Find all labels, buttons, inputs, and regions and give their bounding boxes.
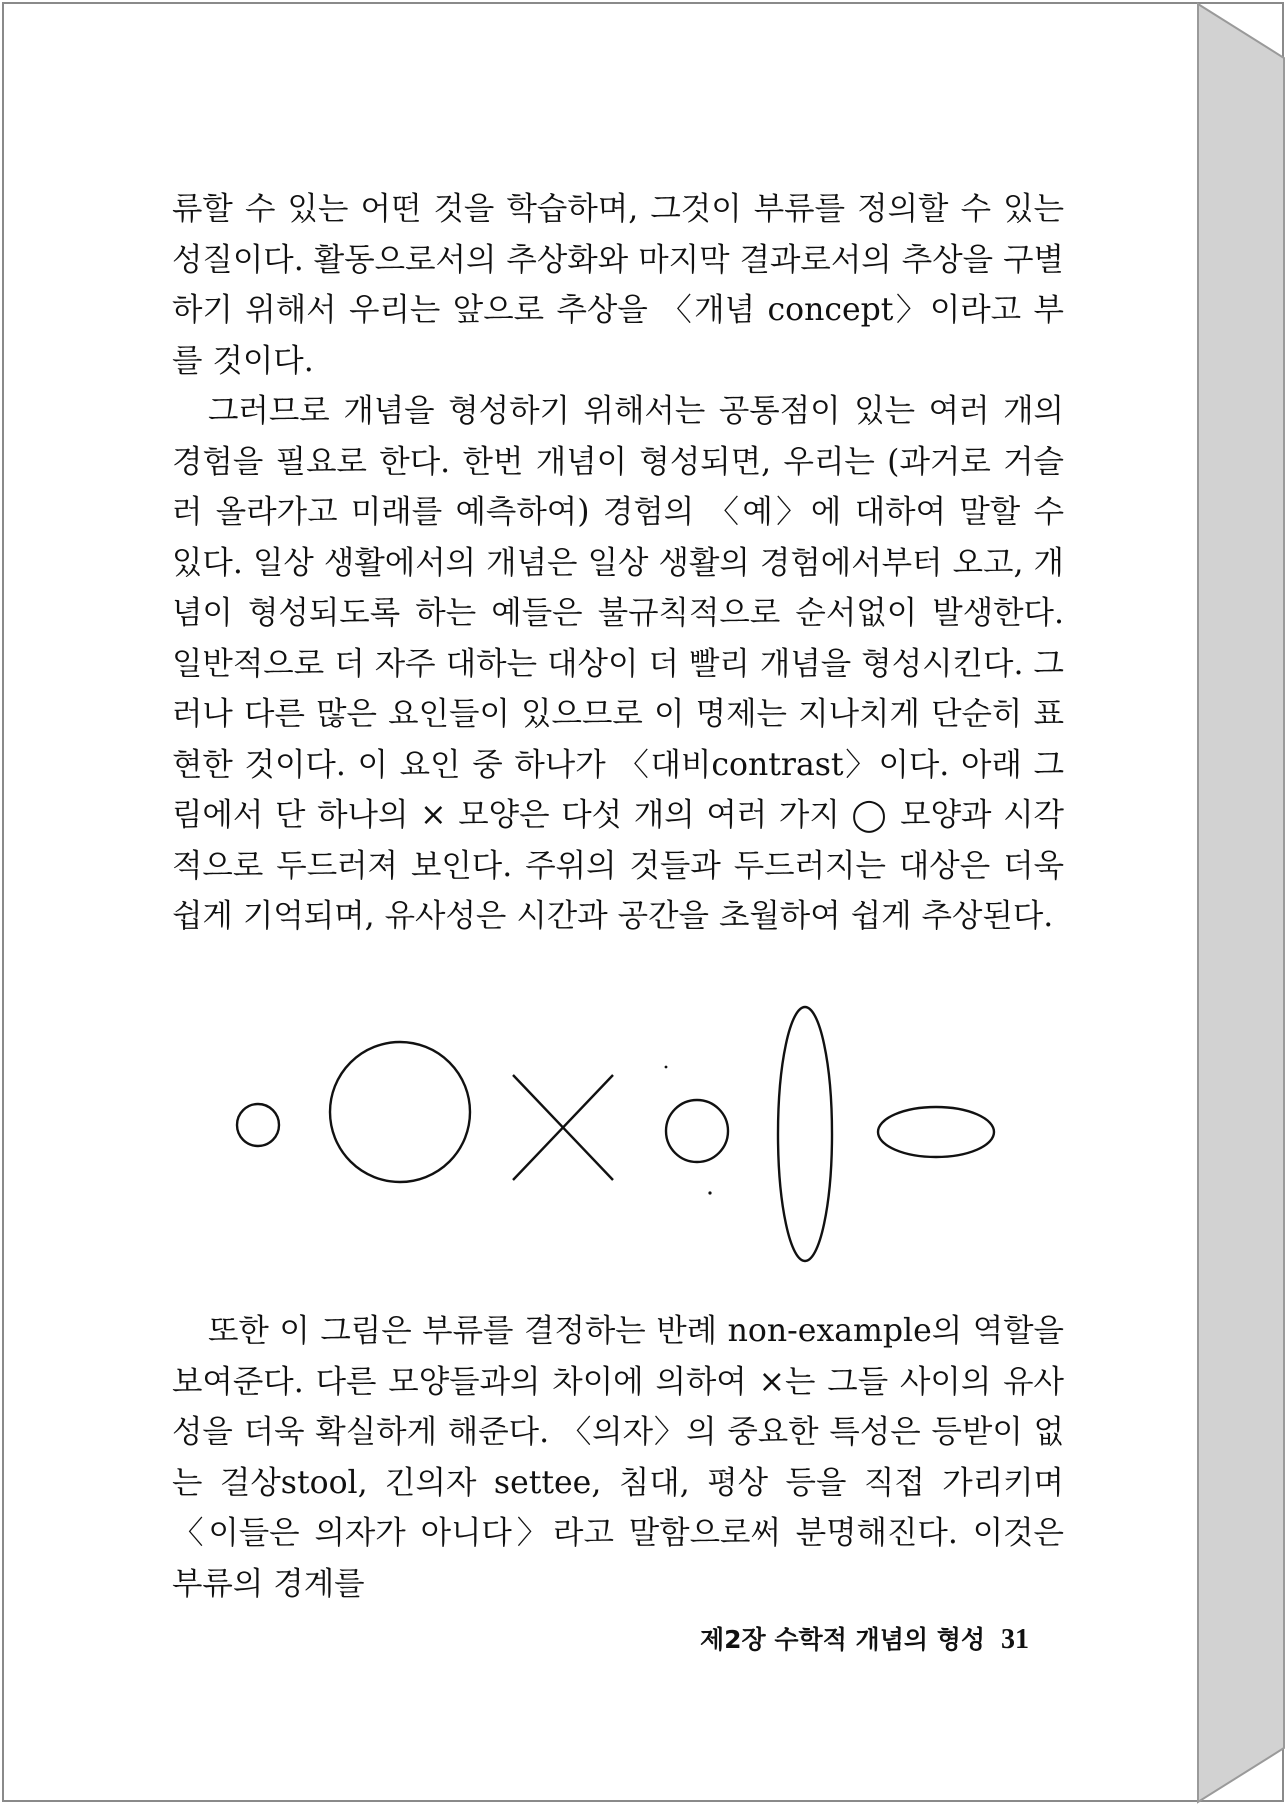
wide-ellipse-shape xyxy=(878,1107,994,1157)
running-footer xyxy=(700,1620,1052,1656)
page-number: 31 xyxy=(1001,1624,1030,1655)
large-circle-shape xyxy=(330,1042,470,1182)
body-text-bottom xyxy=(172,1306,1064,1609)
running-title: 제2장 수학적 개념의 형성 xyxy=(700,1625,986,1654)
paragraph-1: 류할 수 있는 어떤 것을 학습하며, 그것이 부류를 정의할 수 있는 성질이다. 활동으로서의 추상화와 마지막 결과로서의 추상을 구별하기 위해서 우리는 앞으로 추상을 〈개념 concept〉이라고 부를 것이다. xyxy=(172,191,1064,379)
medium-circle-shape xyxy=(666,1100,728,1162)
x-cross-shape xyxy=(513,1075,613,1180)
small-circle-shape xyxy=(237,1104,279,1146)
paragraph-3: 또한 이 그림은 부류를 결정하는 반례 non-example의 역할을 보여준다. 다른 모양들과의 차이에 의하여 ×는 그들 사이의 유사성을 더욱 확실하게 해준다. 〈의자〉의 중요한 특성은 등받이 없는 걸상stool, 긴의자 settee, 침대, 평상 등을 직접 가리키며 〈이들은 의자가 아니다〉라고 말함으로써 분명해진다. 이것은 부류의 경계를 xyxy=(172,1313,1064,1602)
tall-ellipse-shape xyxy=(778,1007,832,1261)
paragraph-2: 그러므로 개념을 형성하기 위해서는 공통점이 있는 여러 개의 경험을 필요로 한다. 한번 개념이 형성되면, 우리는 (과거로 거슬러 올라가고 미래를 예측하여) 경험의 〈예〉에 대하여 말할 수 있다. 일상 생활에서의 개념은 일상 생활의 경험에서부터 오고, 개념이 형성되도록 하는 예들은 불규칙적으로 순서없이 발생한다. 일반적으로 더 자주 대하는 대상이 더 빨리 개념을 형성시킨다. 그러나 다른 많은 요인들이 있으므로 이 명제는 지나치게 단순히 표현한 것이다. 이 요인 중 하나가 〈대비contrast〉이다. 아래 그림에서 단 하나의 × 모양은 다섯 개의 여러 가지 ◯ 모양과 시각적으로 두드러져 보인다. 주위의 것들과 두드러지는 대상은 더욱 쉽게 기억되며, 유사성은 시간과 공간을 초월하여 쉽게 추상된다. xyxy=(172,393,1064,934)
